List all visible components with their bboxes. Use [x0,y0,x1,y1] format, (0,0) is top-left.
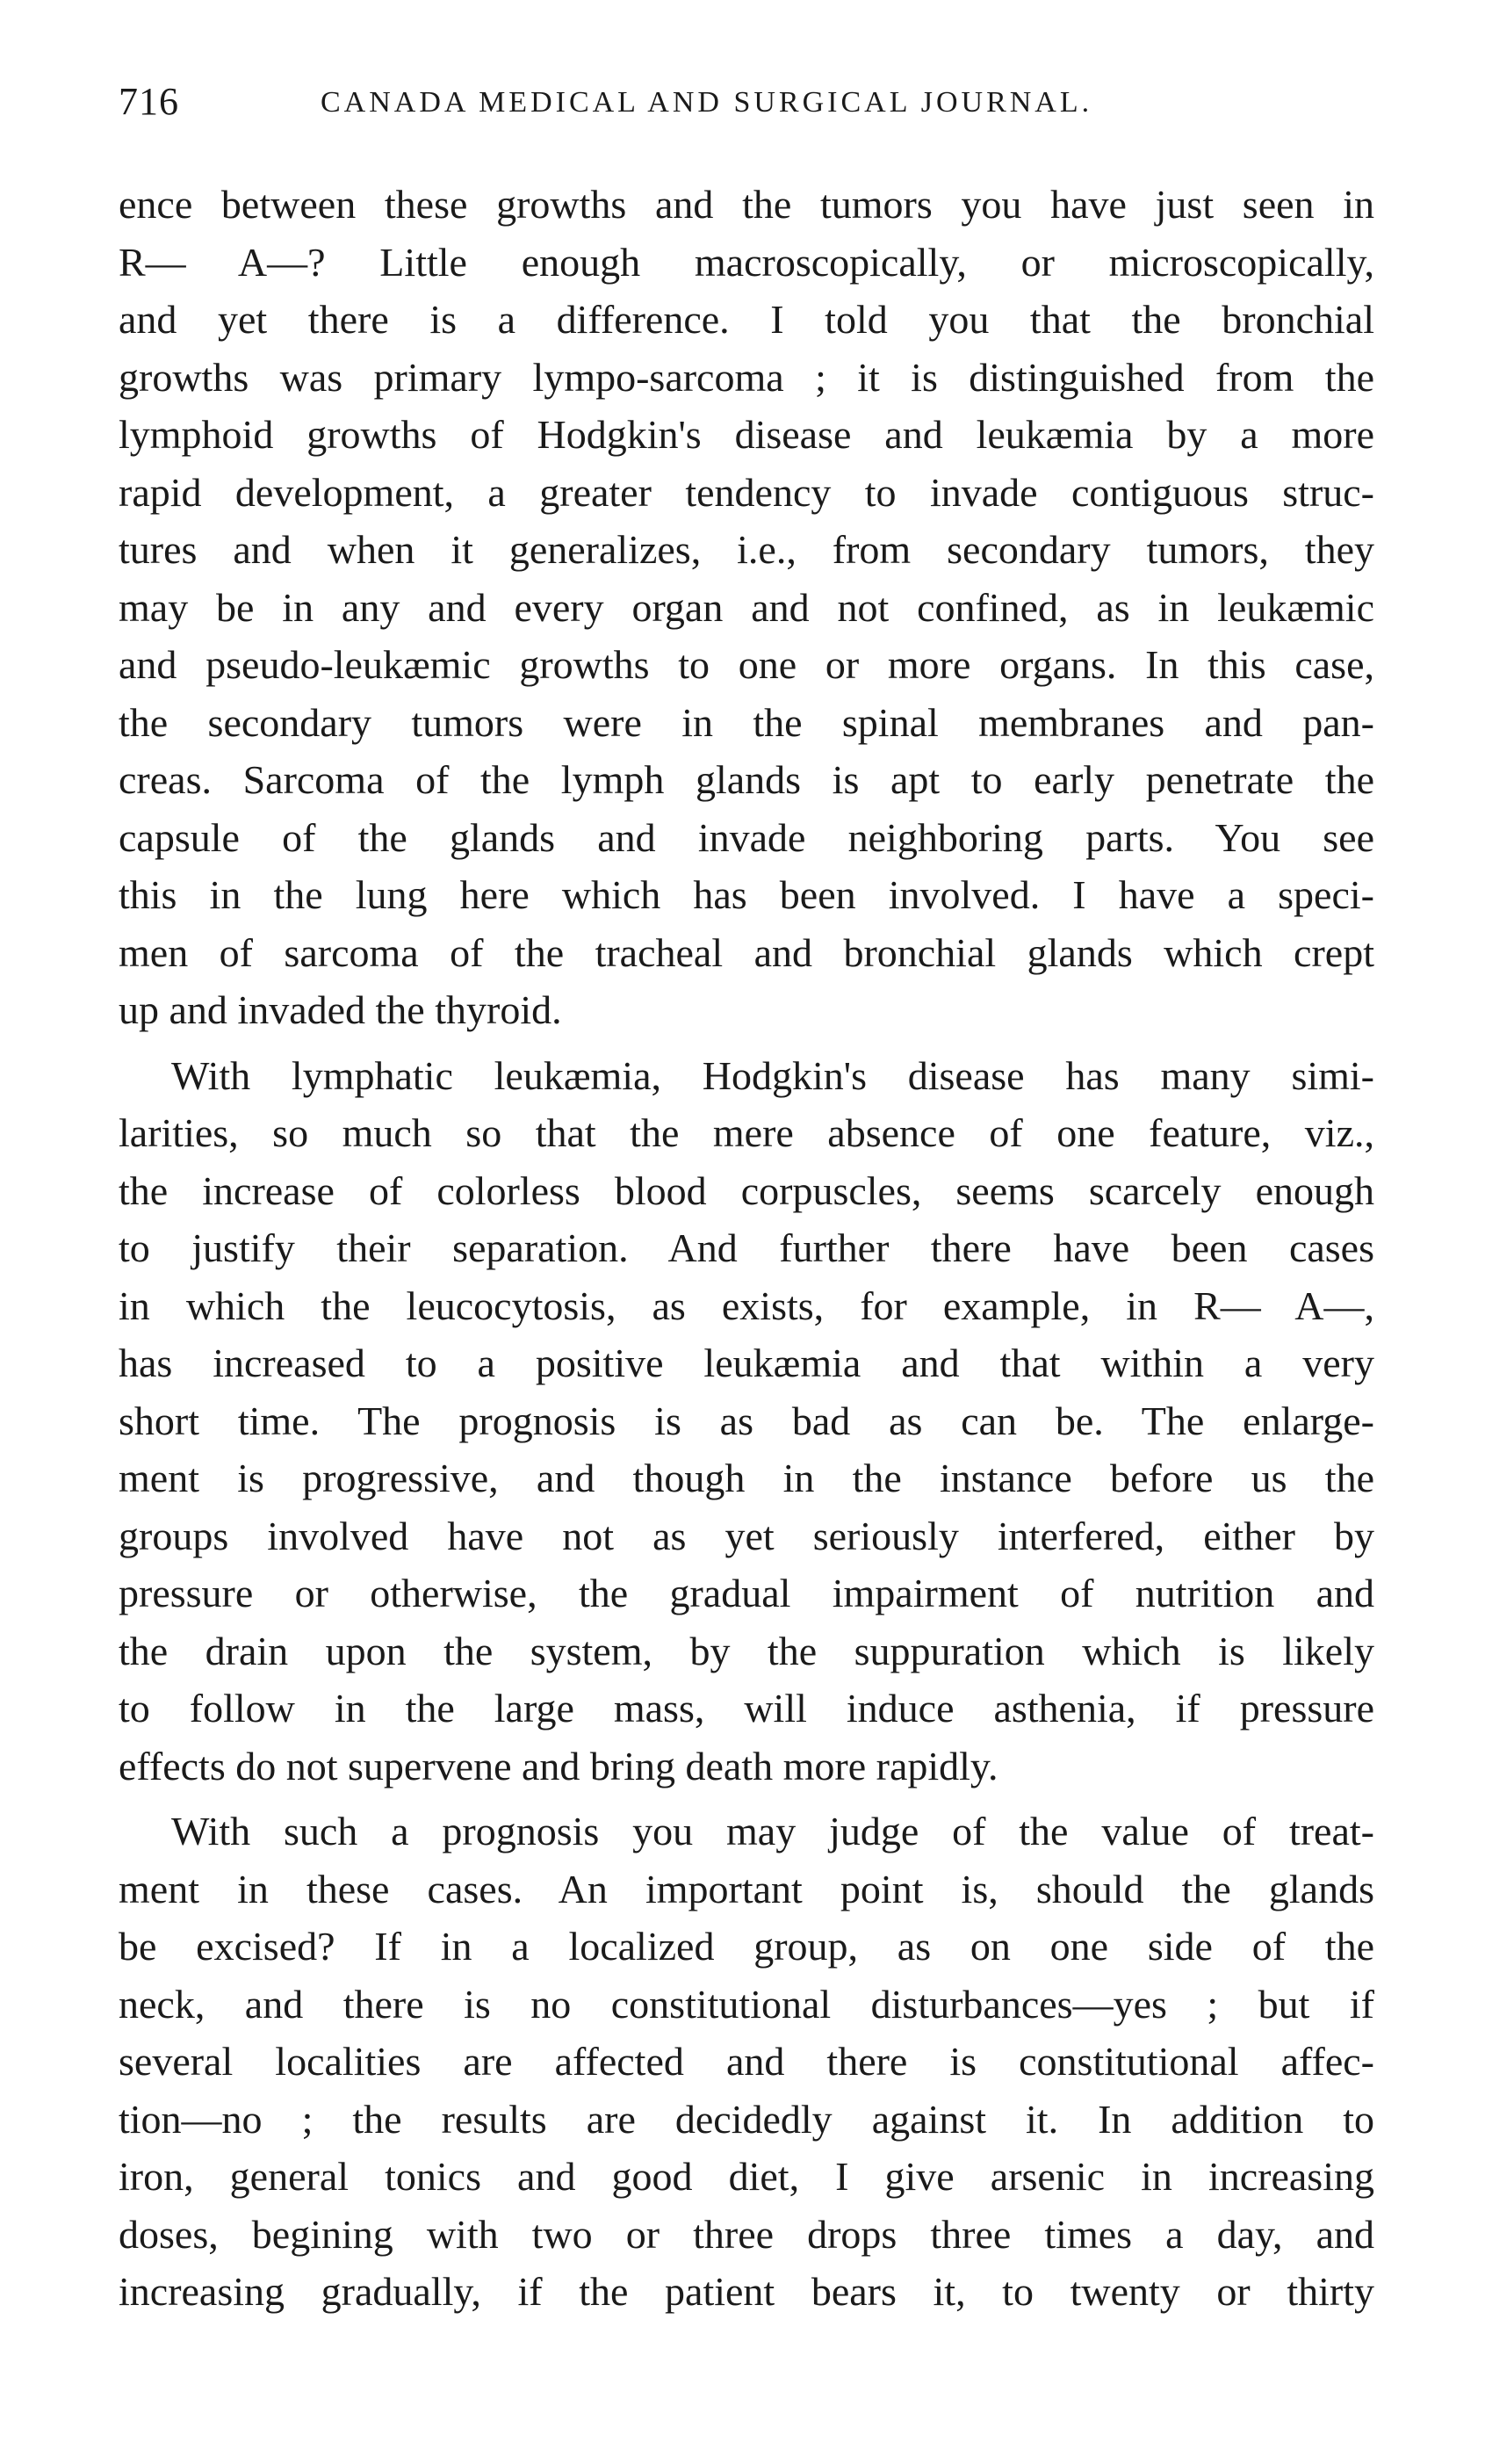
text-line: ence between these growths and the tumors you have just seen in [119,182,1374,227]
text-line: this in the lung here which has been involved. I have a speci- [119,872,1374,917]
text-line: may be in any and every organ and not confined, as in leukæmic [119,584,1374,630]
paragraph-gap [119,1039,1374,1047]
text-line: tures and when it generalizes, i.e., from secondary tumors, they [119,527,1374,572]
text-line: several localities are affected and there is constitutional affec- [119,2039,1374,2084]
text-line: and yet there is a difference. I told you that the bronchial [119,297,1374,342]
text-line: be excised? If in a localized group, as on one side of the [119,1924,1374,1969]
paragraph-2 [119,1047,1374,1796]
paragraph-1 [119,176,1374,1039]
text-line: rapid development, a greater tendency to invade contiguous struc- [119,469,1374,515]
text-line: creas. Sarcoma of the lymph glands is apt to early penetrate the [119,757,1374,802]
text-line: up and invaded the thyroid. [119,987,562,1032]
text-line: ment in these cases. An important point is, should the glands [119,1866,1374,1911]
text-line: neck, and there is no constitutional disturbances—yes ; but if [119,1981,1374,2027]
text-line: With lymphatic leukæmia, Hodgkin's disease has many simi- [171,1052,1374,1098]
text-line: to follow in the large mass, will induce asthenia, if pressure [119,1686,1374,1731]
text-line: With such a prognosis you may judge of the value of treat- [171,1809,1374,1853]
text-line: the drain upon the system, by the suppuration which is likely [119,1628,1374,1673]
running-head [119,79,1374,132]
text-line: larities, so much so that the mere absence of one feature, viz., [119,1110,1374,1155]
text-line: doses, begining with two or three drops three times a day, and [119,2211,1374,2257]
text-line: iron, general tonics and good diet, I give arsenic in increasing [119,2154,1374,2199]
text-line: and pseudo-leukæmic growths to one or more organs. In this case, [119,642,1374,687]
text-line: tion—no ; the results are decidedly against it. In addition to [119,2096,1374,2142]
text-line: pressure or otherwise, the gradual impairment of nutrition and [119,1571,1374,1615]
text-line: men of sarcoma of the tracheal and bronchial glands which crept [119,929,1374,975]
journal-title: CANADA MEDICAL AND SURGICAL JOURNAL. [321,86,1093,119]
text-line: capsule of the glands and invade neighboring parts. You see [119,814,1374,860]
page-number: 716 [119,80,179,123]
article-body [119,176,1374,2321]
text-line: the increase of colorless blood corpuscles, seems scarcely enough [119,1167,1374,1213]
text-line: growths was primary lympo-sarcoma ; it is distinguished from the [119,354,1374,400]
text-line: effects do not supervene and bring death more rapidly. [119,1743,998,1788]
text-line: ment is progressive, and though in the instance before us the [119,1456,1374,1500]
paragraph-gap [119,1795,1374,1803]
text-line: has increased to a positive leukæmia and that within a very [119,1340,1374,1385]
text-line: increasing gradually, if the patient bears it, to twenty or thirty [119,2269,1374,2314]
text-line: lymphoid growths of Hodgkin's disease and leukæmia by a more [119,412,1374,457]
text-line: short time. The prognosis is as bad as can be. The enlarge- [119,1398,1374,1443]
text-line: to justify their separation. And further there have been cases [119,1225,1374,1270]
text-line: the secondary tumors were in the spinal membranes and pan- [119,699,1374,745]
text-line: in which the leucocytosis, as exists, for example, in R— A—, [119,1283,1374,1328]
text-line: R— A—? Little enough macroscopically, or microscopically, [119,239,1374,285]
text-line: groups involved have not as yet seriously interfered, either by [119,1513,1374,1558]
paragraph-3 [119,1803,1374,2321]
